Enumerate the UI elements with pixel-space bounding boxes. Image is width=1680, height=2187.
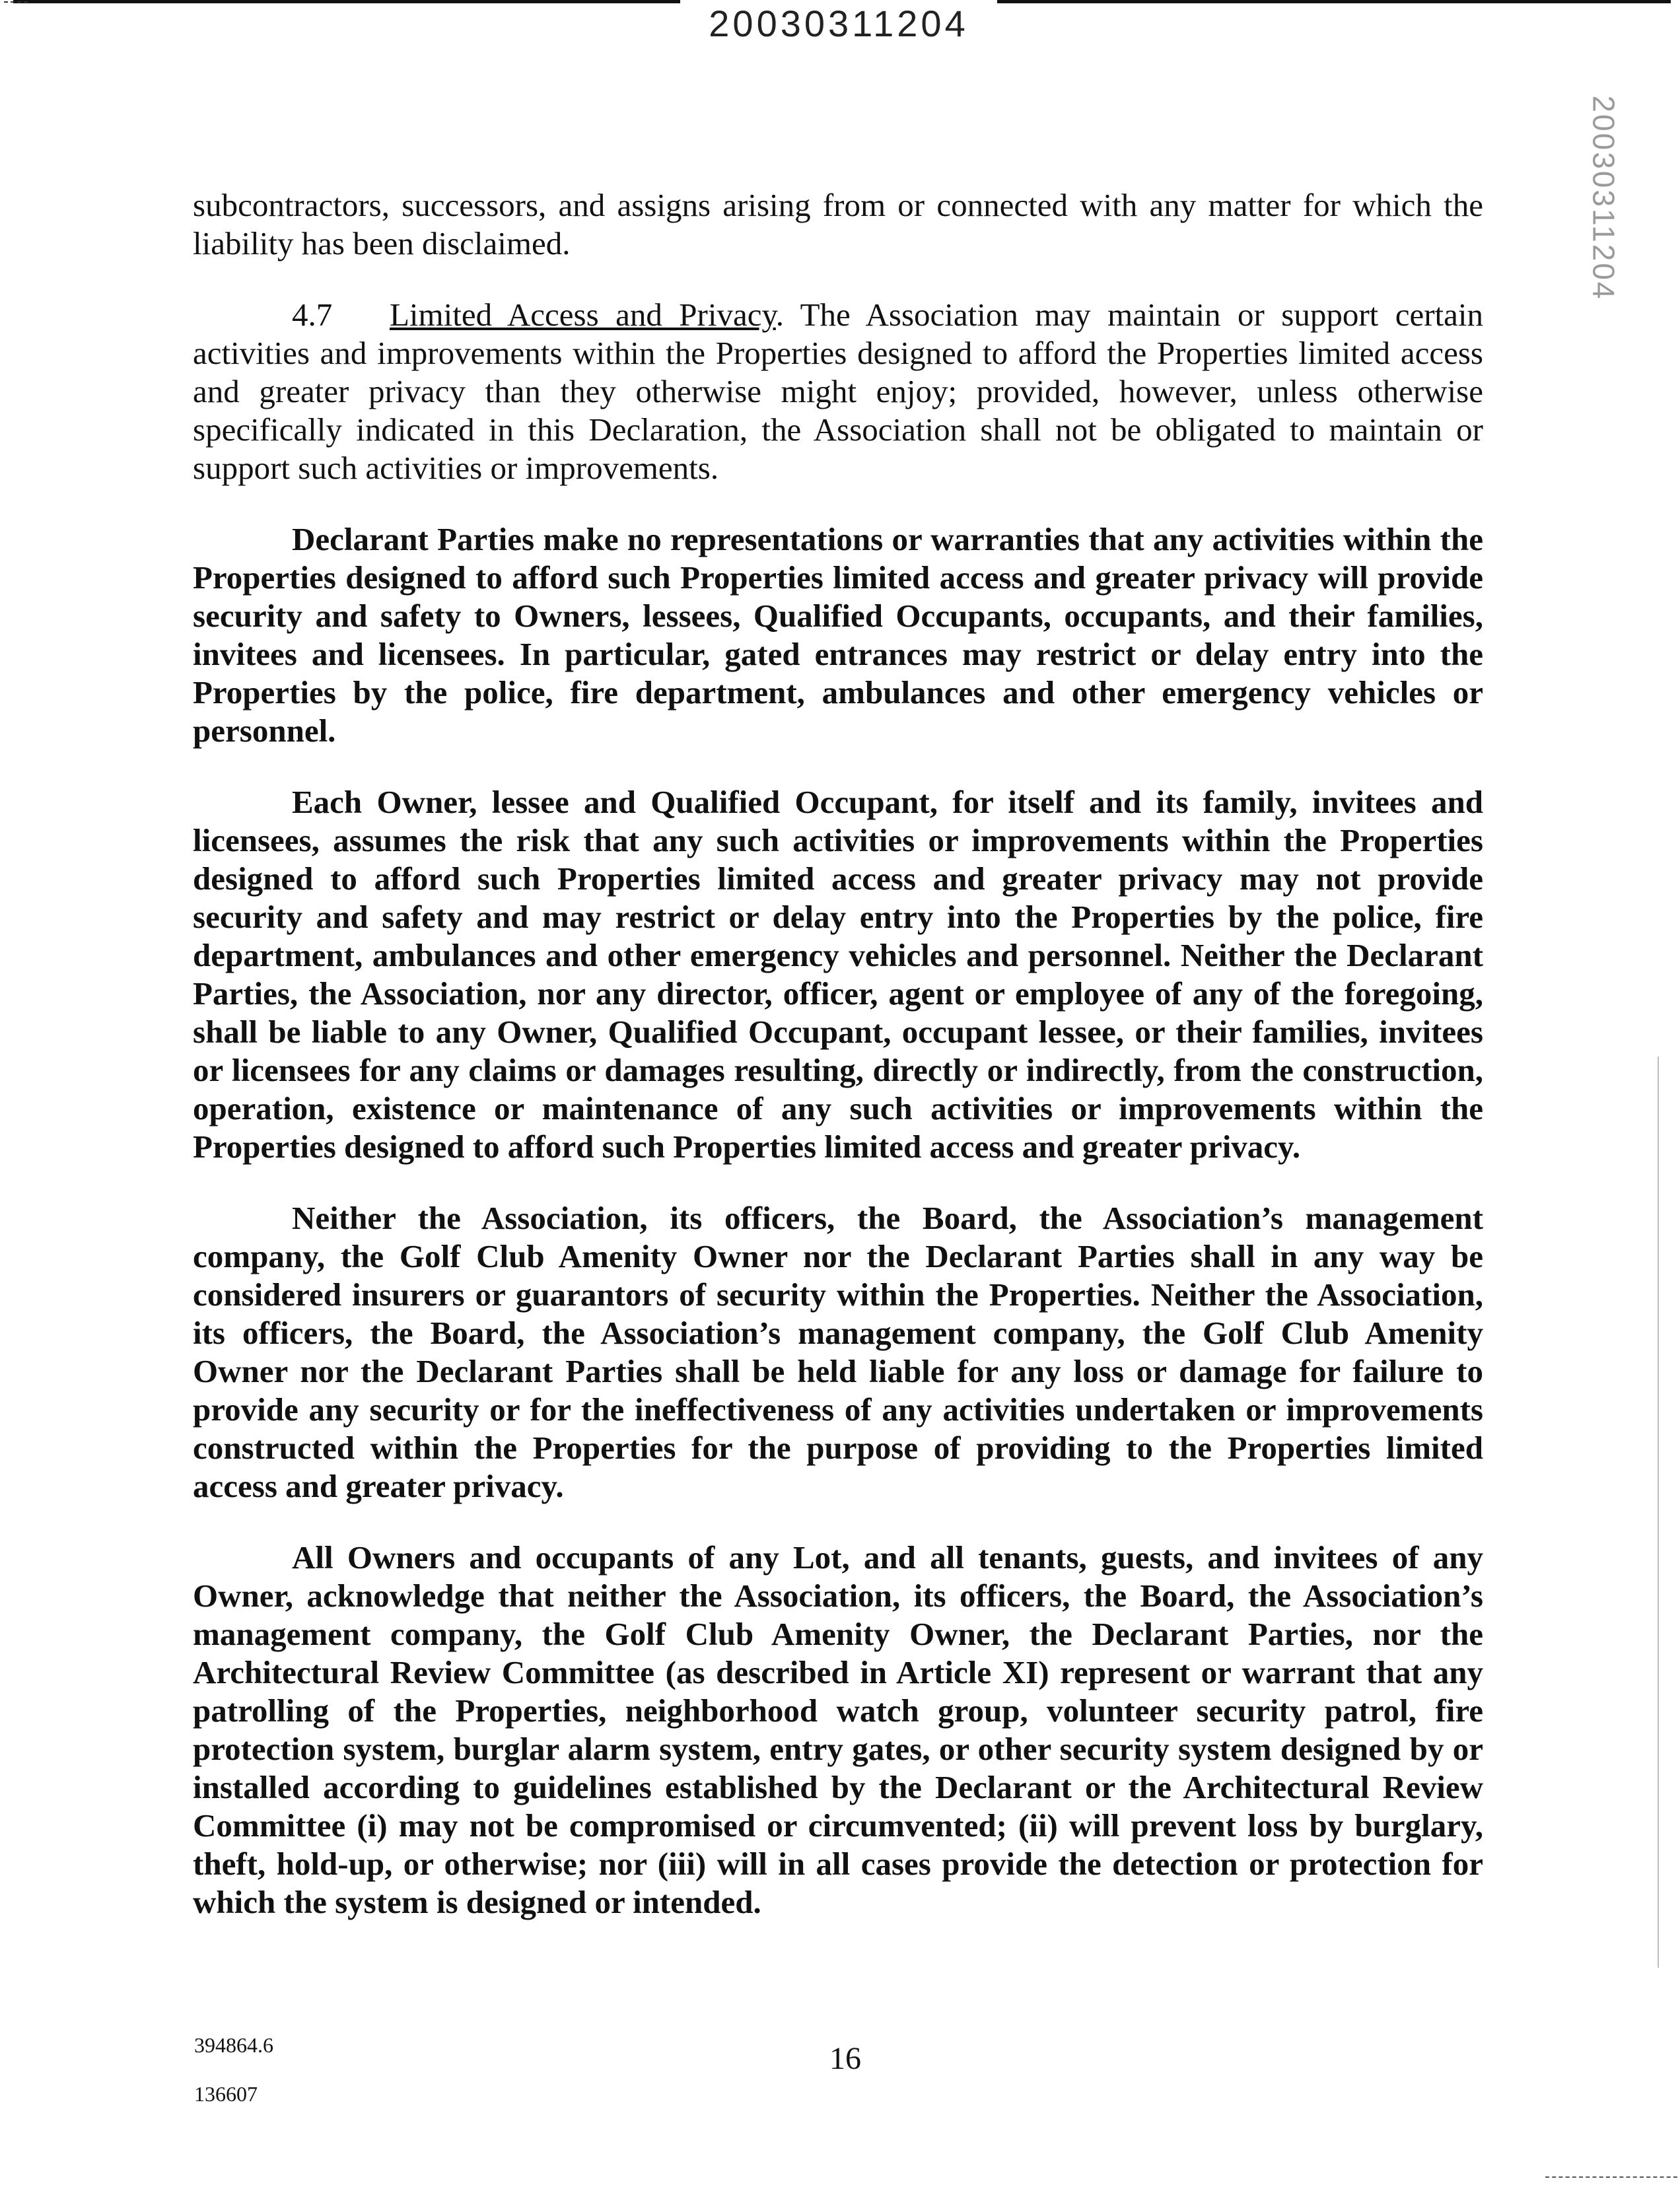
side-stamp-text: 20030311204 [1586,95,1621,301]
document-ids [194,2021,273,2118]
document-body [193,186,1483,1955]
section-body: . The Association may maintain or support certain activities and improvements within the Properties designed to afford the Properties limited access and greater privacy than they otherwise might enjoy; provided, however, unless otherwise specifically indicated in this Declaration, the Association shall not be obligated to maintain or support such activities or improvements. [193,296,1483,486]
doc-id-2: 136607 [194,2082,258,2106]
corner-scan-marks [4,1,28,12]
top-rule-left [13,0,680,3]
side-stamp [1572,92,1635,304]
doc-id-1: 394864.6 [194,2033,273,2057]
section-number: 4.7 [292,296,333,333]
bottom-scan-marks [1545,2176,1677,2178]
section-title: Limited Access and Privacy [390,296,776,333]
paragraph-assumption-of-risk: Each Owner, lessee and Qualified Occupant, for itself and its family, invitees and licensees, assumes the risk that any such activities or improvements within the Properties designed to afford such Properties limited access and greater privacy may not provide security and safety and may restrict or delay entry into the Properties by the police, fire department, ambulances and other emergency vehicles and personnel. Neither the Declarant Parties, the Association, nor any director, officer, agent or employee of any of the foregoing, shall be liable to any Owner, Qualified Occupant, occupant lessee, or their families, invitees or licensees for any claims or damages resulting, directly or indirectly, from the construction, operation, existence or maintenance of any such activities or improvements within the Properties designed to afford such Properties limited access and greater privacy. [193,784,1483,1165]
top-rule-right [997,0,1671,3]
paragraph-not-insurers: Neither the Association, its officers, the Board, the Association’s management company, the Golf Club Amenity Owner nor the Declarant Parties shall in any way be considered insurers or guarantors of security within the Properties. Neither the Association, its officers, the Board, the Association’s management company, the Golf Club Amenity Owner nor the Declarant Parties shall be held liable for any loss or damage for failure to provide any security or for the ineffectiveness of any activities undertaken or improvements constructed within the Properties for the purpose of providing to the Properties limited access and greater privacy. [193,1200,1483,1504]
paragraph-acknowledgement: All Owners and occupants of any Lot, and all tenants, guests, and invitees of any Owner, acknowledge that neither the Association, its officers, the Board, the Association’s management company, the Golf Club Amenity Owner, the Declarant Parties, nor the Architectural Review Committee (as described in Article XI) represent or warrant that any patrolling of the Properties, neighborhood watch group, volunteer security patrol, fire protection system, burglar alarm system, entry gates, or other security system designed by or installed according to guidelines established by the Declarant or the Architectural Review Committee (i) may not be compromised or circumvented; (ii) will prevent loss by burglary, theft, hold-up, or otherwise; nor (iii) will in all cases provide the detection or protection for which the system is designed or intended. [193,1539,1483,1920]
paragraph-no-warranties: Declarant Parties make no representations or warranties that any activities within the Properties designed to afford such Properties limited access and greater privacy will provide security and safety to Owners, lessees, Qualified Occupants, occupants, and their families, invitees and licensees. In particular, gated entrances may restrict or delay entry into the Properties by the police, fire department, ambulances and other emergency vehicles or personnel. [193,521,1483,749]
paragraph-continuation: subcontractors, successors, and assigns arising from or connected with any matter for which the liability has been disclaimed. [193,187,1483,261]
scan-edge-line [1658,1057,1659,1968]
recording-number: 20030311204 [709,3,969,44]
page-number: 16 [829,2041,861,2076]
section-4-7 [193,296,1483,487]
